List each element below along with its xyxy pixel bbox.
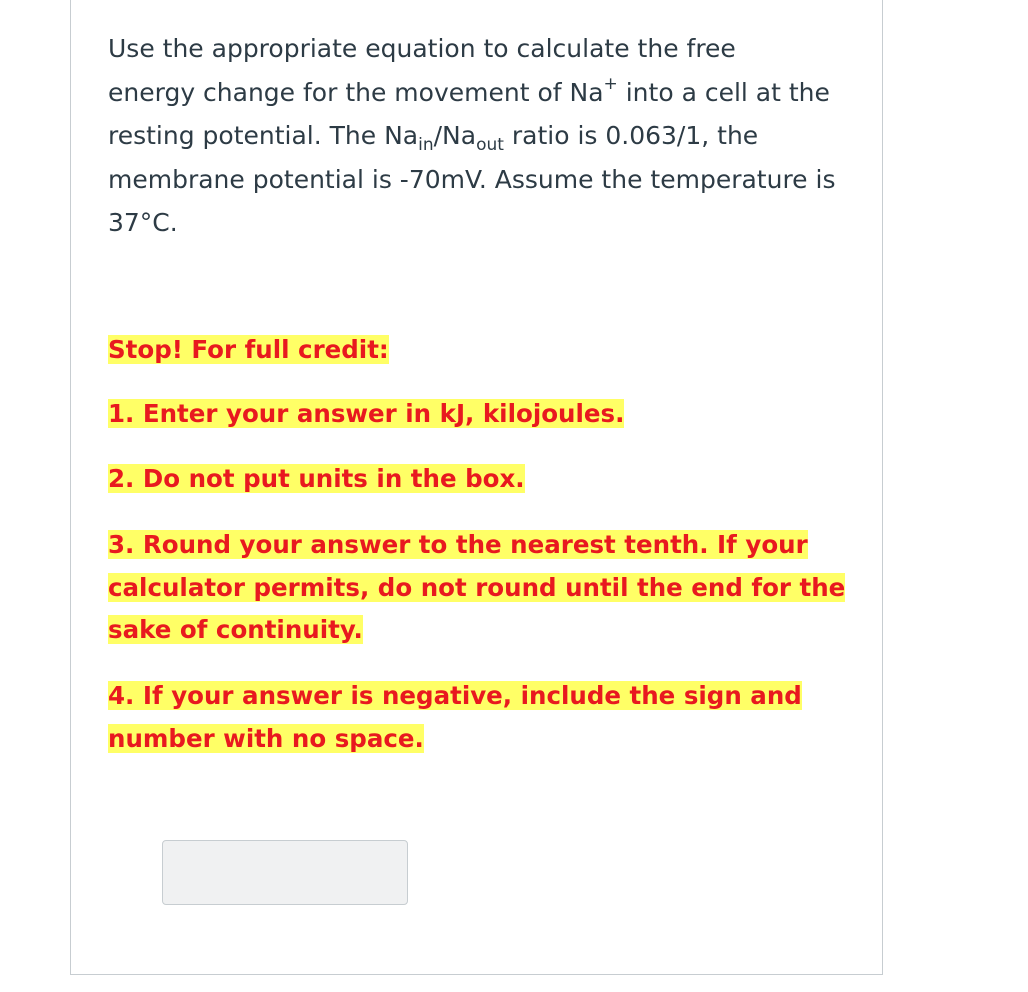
question-line-2-post: into a cell at the: [617, 77, 830, 107]
answer-input[interactable]: [162, 840, 408, 905]
instruction-step-1: [108, 393, 853, 436]
question-line-2-pre: energy change for the movement of Na: [108, 77, 604, 107]
subscript-out: out: [476, 135, 504, 155]
instruction-step-3-text: 3. Round your answer to the nearest tenth. If your calculator permits, do not round until the end for the sake of continuity.: [108, 530, 846, 644]
subscript-in: in: [418, 135, 434, 155]
instruction-stop-text: Stop! For full credit:: [108, 335, 389, 364]
sodium-charge-superscript: +: [603, 73, 618, 94]
instruction-step-4: [108, 675, 853, 760]
question-line-1: Use the appropriate equation to calculate the free: [108, 34, 736, 63]
question-card: [70, 0, 883, 975]
question-text: [108, 27, 848, 245]
question-line-3-pre: resting potential. The Na: [108, 121, 419, 150]
instruction-step-2-text: 2. Do not put units in the box.: [108, 464, 525, 493]
instruction-step-4-text: 4. If your answer is negative, include the sign and number with no space.: [108, 681, 802, 753]
instruction-step-2: [108, 458, 853, 501]
instruction-stop: [108, 329, 853, 372]
question-line-4: membrane potential is -70mV. Assume the temperature is: [108, 164, 836, 194]
question-line-3-post: ratio is 0.063/1, the: [503, 121, 759, 150]
instruction-step-1-text: 1. Enter your answer in kJ, kilojoules.: [108, 399, 625, 428]
question-line-3-mid: /Na: [433, 121, 477, 150]
question-line-5: 37°C.: [108, 208, 178, 237]
instruction-step-3: [108, 524, 853, 652]
